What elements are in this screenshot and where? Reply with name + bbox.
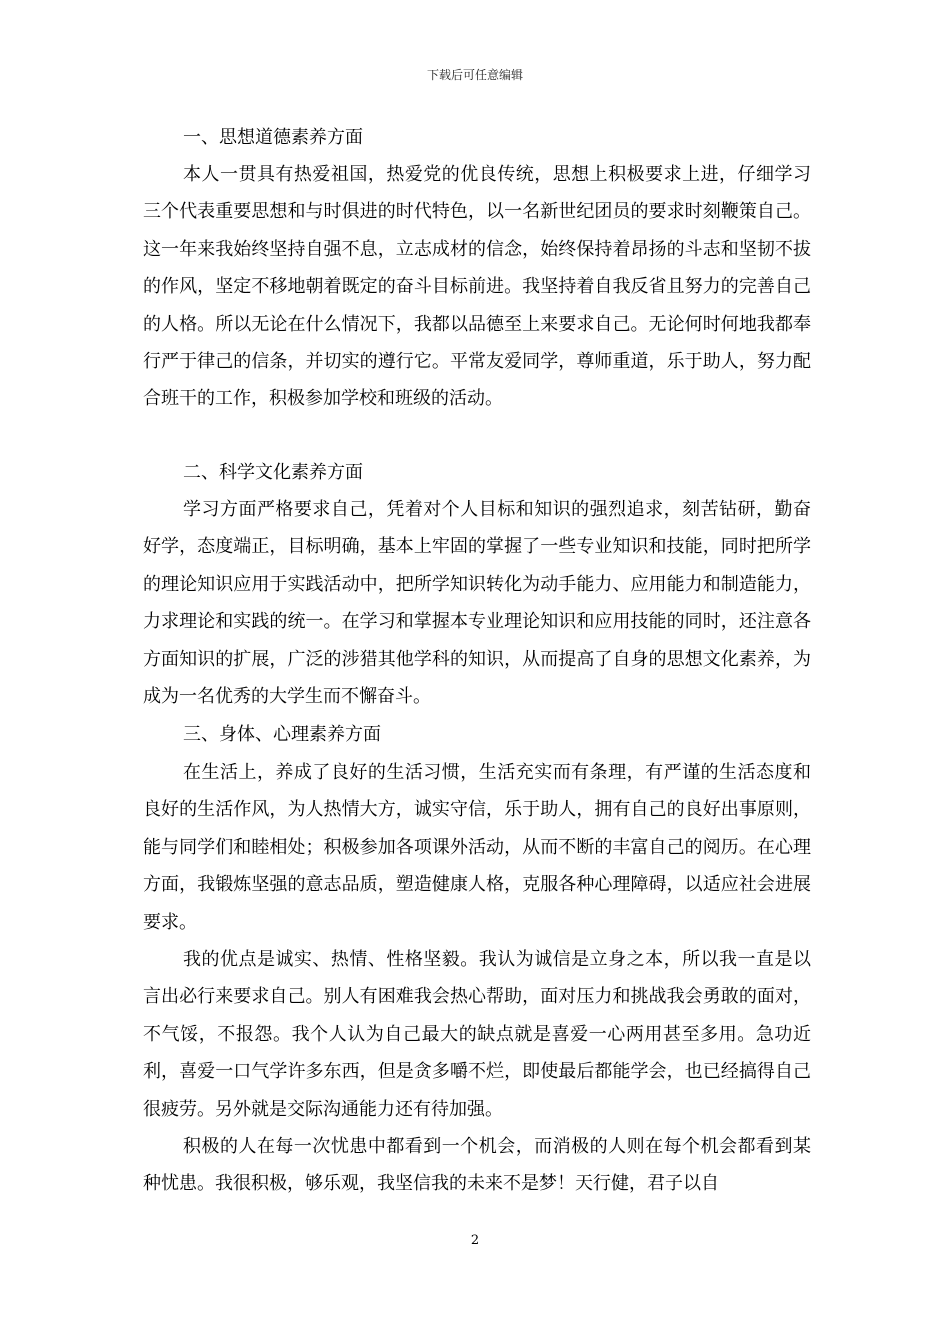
- paragraph-text: 我的优点是诚实、热情、性格坚毅。我认为诚信是立身之本，所以我一直是以言出必行来要求自己。别人有困难我会热心帮助，面对压力和挑战我会勇敢的面对，不气馁，不报怨。我个人认为自己最大的缺点就是喜爱一心两用甚至多用。急功近利，喜爱一口气学许多东西，但是贪多嚼不烂，即使最后都能学会，也已经搞得自己很疲劳。另外就是交际沟通能力还有待加强。: [143, 949, 811, 1120]
- paragraph-text: 学习方面严格要求自己，凭着对个人目标和知识的强烈追求，刻苦钻研，勤奋好学，态度端正，目标明确，基本上牢固的掌握了一些专业知识和技能，同时把所学的理论知识应用于实践活动中，把所学知识转化为动手能力、应用能力和制造能力，力求理论和实践的统一。在学习和掌握本专业理论知识和应用技能的同时，还注意各方面知识的扩展，广泛的涉猎其他学科的知识，从而提高了自身的思想文化素养，为成为一名优秀的大学生而不懈奋斗。: [143, 499, 811, 708]
- paragraph-text: 在生活上，养成了良好的生活习惯，生活充实而有条理，有严谨的生活态度和良好的生活作风，为人热情大方，诚实守信，乐于助人，拥有自己的良好出事原则，能与同学们和睦相处；积极参加各项课外活动，从而不断的丰富自己的阅历。在心理方面，我锻炼坚强的意志品质，塑造健康人格，克服各种心理障碍，以适应社会进展要求。: [143, 762, 811, 933]
- section-paragraph-physical-mental: [143, 754, 811, 941]
- paragraph-text: 本人一贯具有热爱祖国，热爱党的优良传统，思想上积极要求上进，仔细学习三个代表重要思想和与时俱进的时代特色，以一名新世纪团员的要求时刻鞭策自己。这一年来我始终坚持自强不息，立志成材的信念，始终保持着昂扬的斗志和坚韧不拔的作风，坚定不移地朝着既定的奋斗目标前进。我坚持着自我反省且努力的完善自己的人格。所以无论在什么情况下，我都以品德至上来要求自己。无论何时何地我都奉行严于律己的信条，并切实的遵行它。平常友爱同学，尊师重道，乐于助人，努力配合班干的工作，积极参加学校和班级的活动。: [143, 164, 811, 410]
- page-header-note: 下载后可任意编辑: [426, 68, 523, 82]
- section-paragraph-science: [143, 491, 811, 715]
- section-heading-moral: 一、思想道德素养方面: [183, 127, 363, 148]
- section-heading-science: 二、科学文化素养方面: [183, 462, 363, 483]
- paragraph-text: 积极的人在每一次忧患中都看到一个机会，而消极的人则在每个机会都看到某种忧患。我很积极，够乐观，我坚信我的未来不是梦！天行健，君子以自: [143, 1136, 811, 1195]
- section-paragraph-optimism: [143, 1128, 811, 1203]
- section-paragraph-strengths: [143, 941, 811, 1128]
- page-number: 2: [470, 1233, 480, 1248]
- section-heading-physical-mental: 三、身体、心理素养方面: [183, 724, 381, 745]
- section-paragraph-moral: [143, 156, 811, 418]
